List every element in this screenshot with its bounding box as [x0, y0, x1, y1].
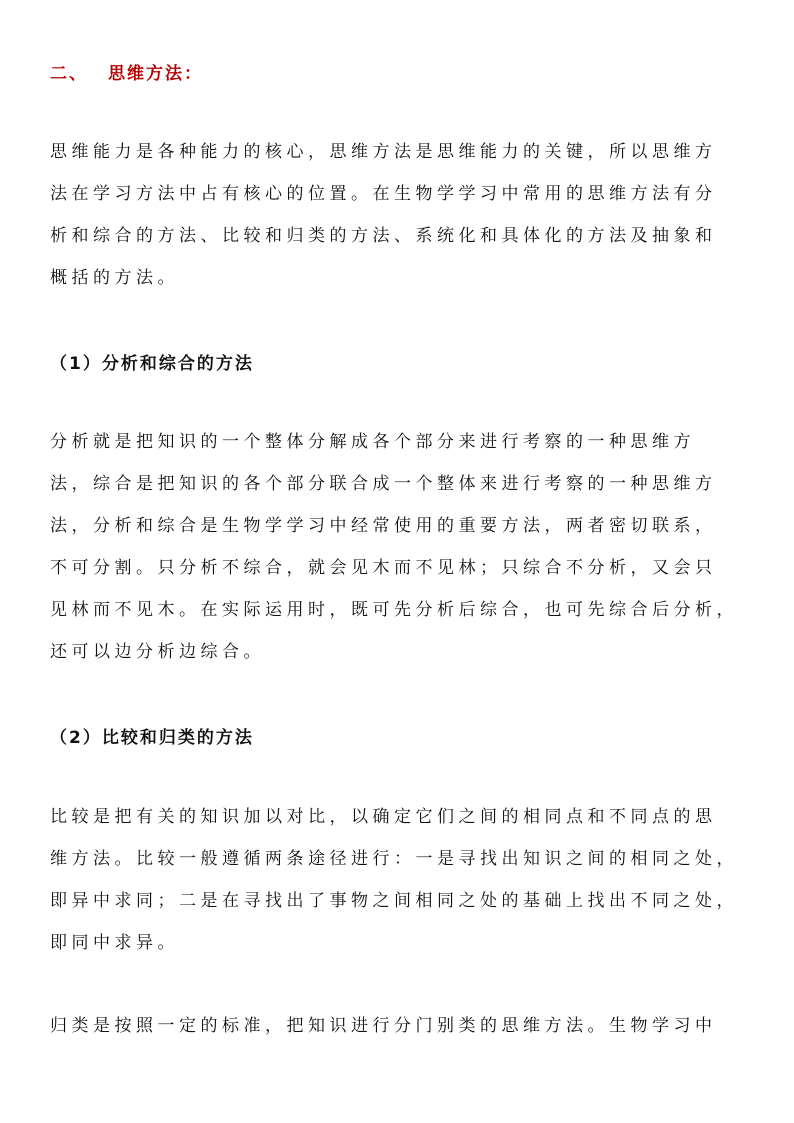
- paragraph-line: 思维能力是各种能力的核心，思维方法是思维能力的关键，所以思维方: [50, 142, 717, 162]
- paragraph-line: 归类是按照一定的标准，把知识进行分门别类的思维方法。生物学习中: [50, 1016, 717, 1036]
- paragraph-line: 不可分割。只分析不综合，就会见木而不见林；只综合不分析，又会只: [50, 558, 717, 578]
- paragraph-line: 分析就是把知识的一个整体分解成各个部分来进行考察的一种思维方: [50, 432, 695, 452]
- subsection-heading-analysis: （1）分析和综合的方法: [50, 354, 254, 374]
- section-heading: [50, 59, 203, 84]
- section-number: 二、: [50, 64, 88, 84]
- analysis-paragraph: [50, 421, 750, 673]
- subsection-heading-comparison: （2）比较和归类的方法: [50, 728, 254, 748]
- comparison-paragraph: [50, 796, 750, 964]
- paragraph-line: 还可以边分析边综合。: [50, 642, 265, 662]
- section-title: 思维方法：: [108, 64, 203, 84]
- intro-paragraph: [50, 131, 750, 299]
- paragraph-line: 即异中求同；二是在寻找出了事物之间相同之处的基础上找出不同之处，: [50, 891, 738, 911]
- paragraph-line: 法在学习方法中占有核心的位置。在生物学学习中常用的思维方法有分: [50, 184, 717, 204]
- paragraph-line: 概括的方法。: [50, 268, 179, 288]
- paragraph-line: 析和综合的方法、比较和归类的方法、系统化和具体化的方法及抽象和: [50, 226, 717, 246]
- paragraph-line: 维方法。比较一般遵循两条途径进行：一是寻找出知识之间的相同之处，: [50, 849, 738, 869]
- paragraph-line: 见林而不见木。在实际运用时，既可先分析后综合，也可先综合后分析，: [50, 600, 738, 620]
- paragraph-line: 法，综合是把知识的各个部分联合成一个整体来进行考察的一种思维方: [50, 474, 717, 494]
- paragraph-line: 比较是把有关的知识加以对比，以确定它们之间的相同点和不同点的思: [50, 807, 717, 827]
- paragraph-line: 即同中求异。: [50, 933, 179, 953]
- paragraph-line: 法，分析和综合是生物学学习中经常使用的重要方法，两者密切联系，: [50, 516, 717, 536]
- classification-paragraph: [50, 1005, 750, 1047]
